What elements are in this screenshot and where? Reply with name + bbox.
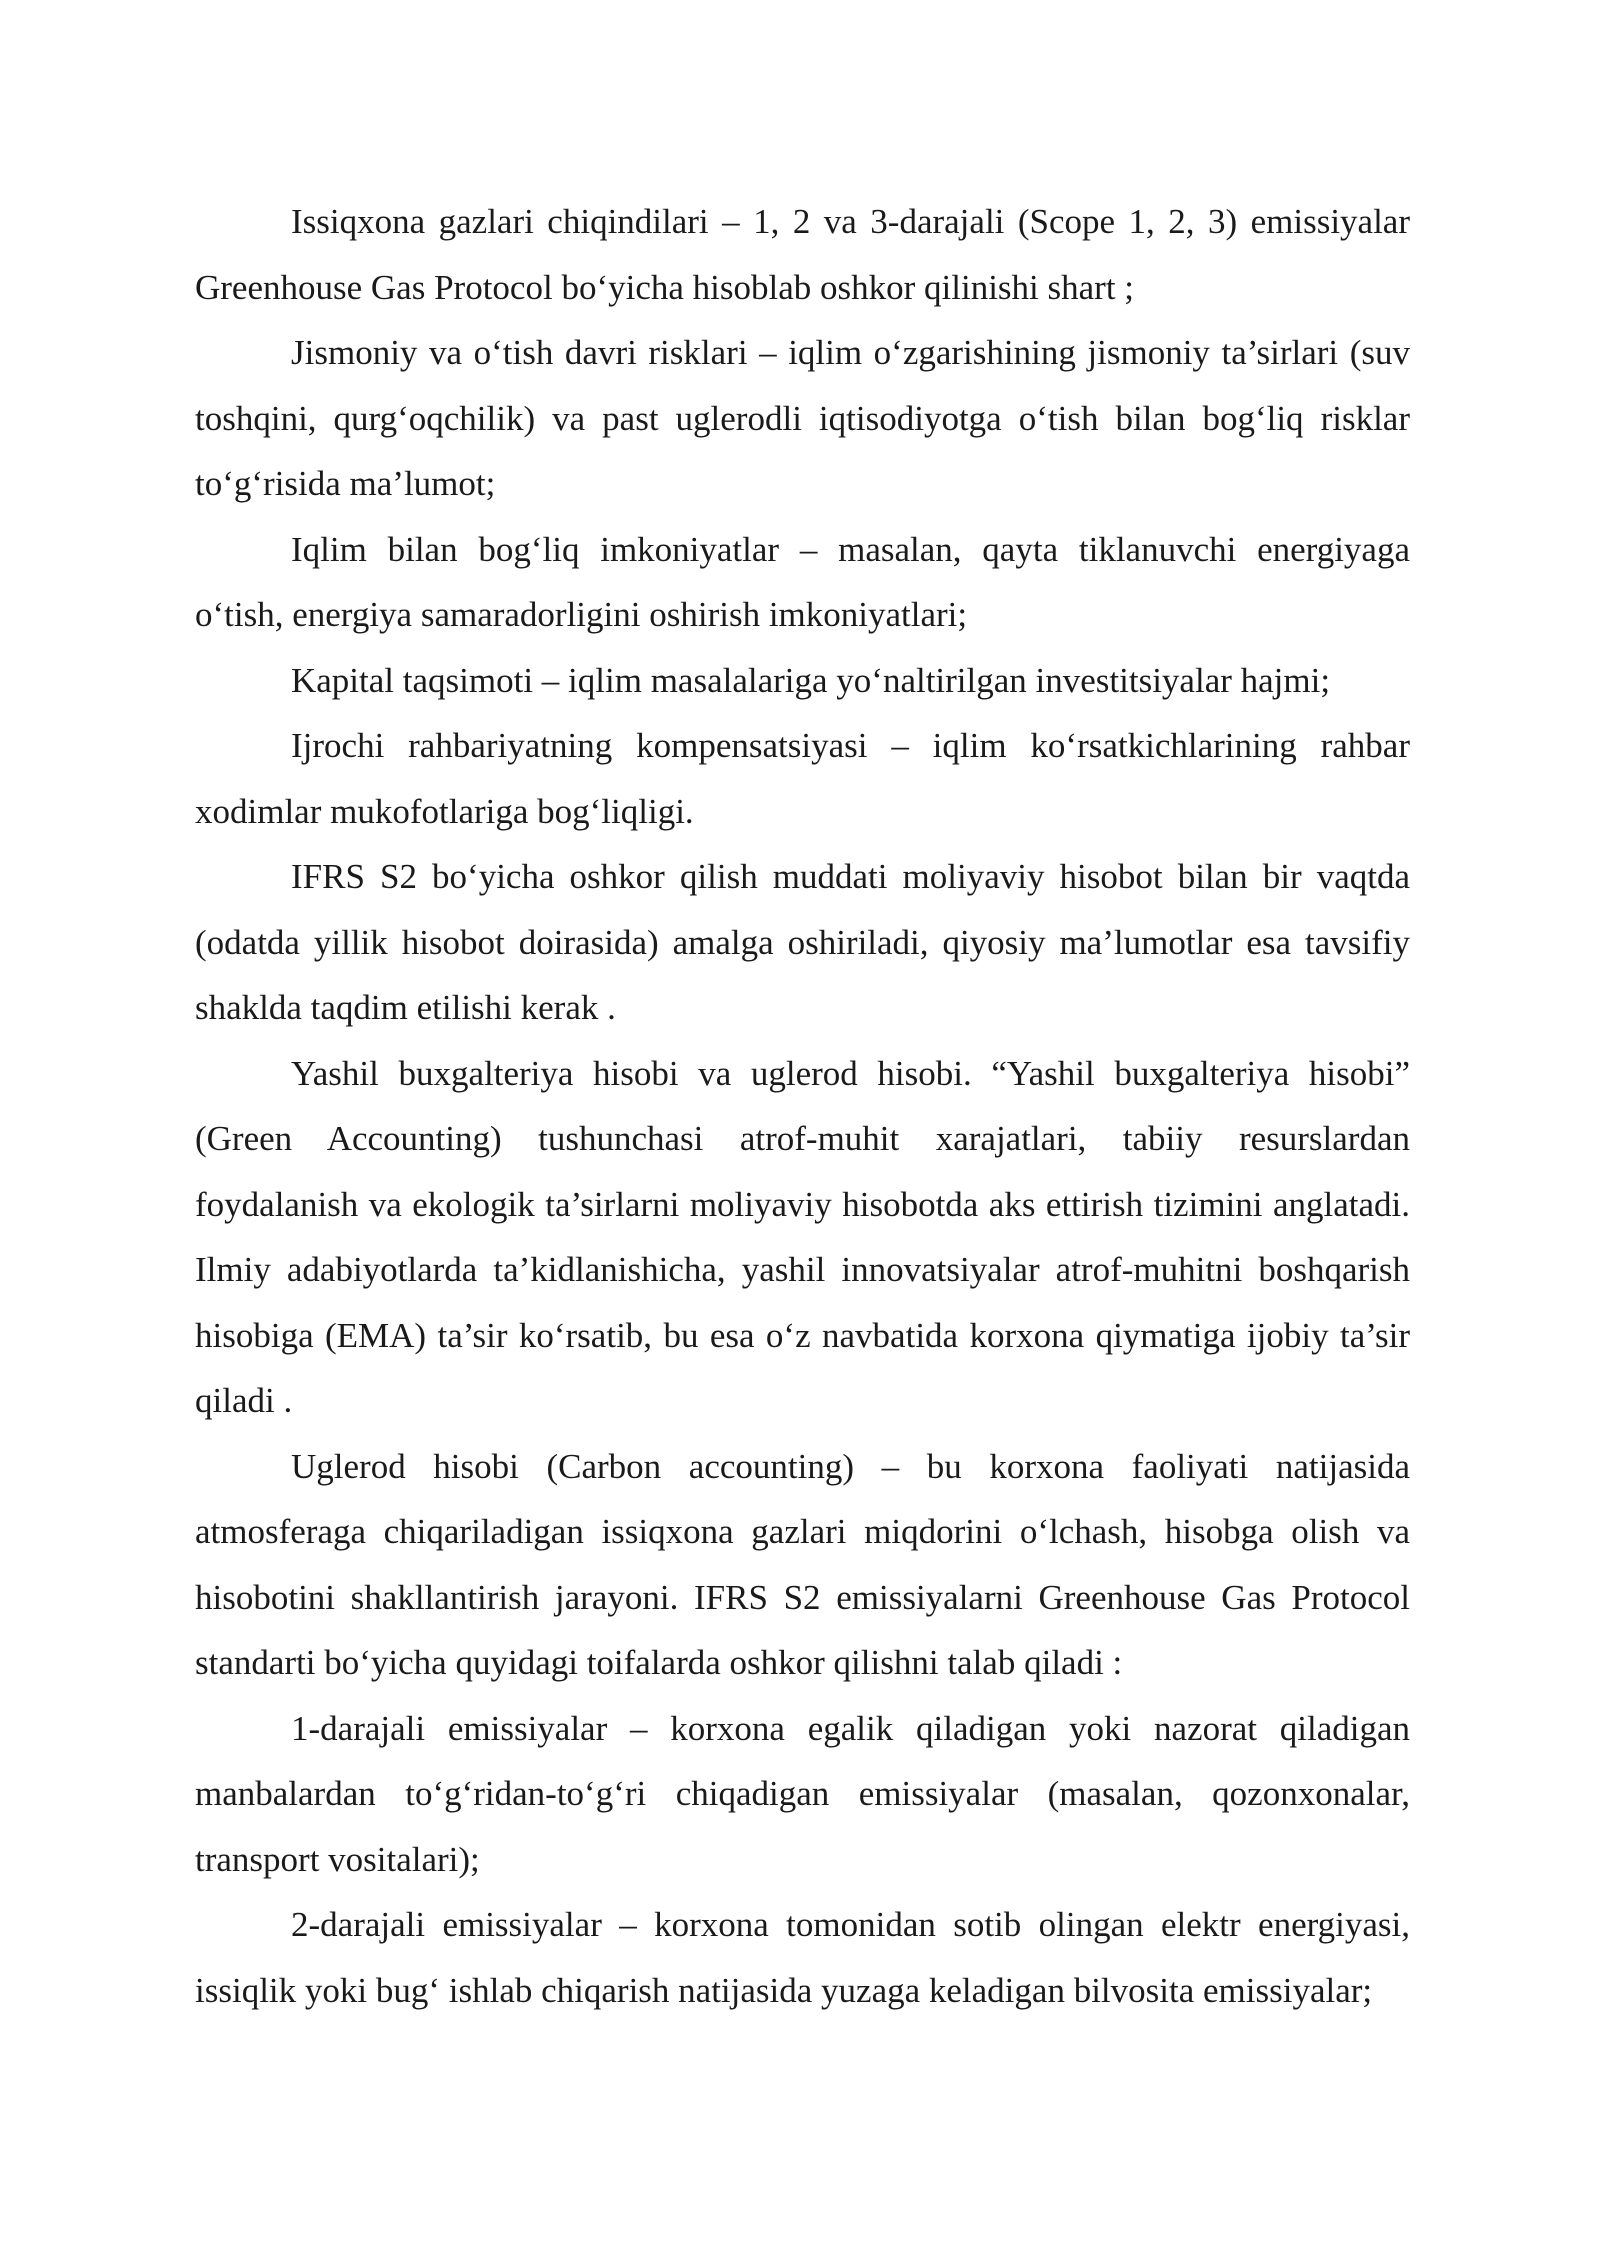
- paragraph-green-accounting: Yashil buxgalteriya hisobi va uglerod hisobi. “Yashil buxgalteriya hisobi” (Green Accounting) tushunchasi atrof-muhit xarajatlari, tabiiy resurslardan foydalanish va ekologik ta’sirlarni moliyaviy hisobotda aks ettirish tizimini anglatadi. Ilmiy adabiyotlarda ta’kidlanishicha, yashil innovatsiyalar atrof-muhitni boshqarish hisobiga (EMA) ta’sir ko‘rsatib, bu esa o‘z navbatida korxona qiymatiga ijobiy ta’sir qiladi .: [195, 1053, 1410, 1420]
- paragraph-carbon-accounting: Uglerod hisobi (Carbon accounting) – bu korxona faoliyati natijasida atmosferaga chiqariladigan issiqxona gazlari miqdorini o‘lchash, hisobga olish va hisobotini shakllantirish jarayoni. IFRS S2 emissiyalarni Greenhouse Gas Protocol standarti bo‘yicha quyidagi toifalarda oshkor qilishni talab qiladi :: [195, 1446, 1410, 1682]
- paragraph-disclosure-timing: IFRS S2 bo‘yicha oshkor qilish muddati moliyaviy hisobot bilan bir vaqtda (odatda yillik hisobot doirasida) amalga oshiriladi, qiyosiy ma’lumotlar esa tavsifiy shaklda taqdim etilishi kerak .: [195, 857, 1410, 1027]
- paragraph-capital-allocation: Kapital taqsimoti – iqlim masalalariga yo‘naltirilgan investitsiyalar hajmi;: [291, 660, 1331, 700]
- paragraph-scope-1: 1-darajali emissiyalar – korxona egalik qiladigan yoki nazorat qiladigan manbalardan to‘g‘ridan-to‘g‘ri chiqadigan emissiyalar (masalan, qozonxonalar, transport vositalari);: [195, 1708, 1410, 1879]
- paragraph-physical-risks: Jismoniy va o‘tish davri risklari – iqlim o‘zgarishining jismoniy ta’sirlari (suv toshqini, qurg‘oqchilik) va past uglerodli iqtisodiyotga o‘tish bilan bog‘liq risklar to‘g‘risida ma’lumot;: [195, 333, 1410, 503]
- paragraph-scope-emissions: Issiqxona gazlari chiqindilari – 1, 2 va 3-darajali (Scope 1, 2, 3) emissiyalar Greenhouse Gas Protocol bo‘yicha hisoblab oshkor qilinishi shart ;: [195, 202, 1410, 307]
- paragraph-scope-2: 2-darajali emissiyalar – korxona tomonidan sotib olingan elektr energiyasi, issiqlik yoki bug‘ ishlab chiqarish natijasida yuzaga keladigan bilvosita emissiyalar;: [195, 1905, 1410, 2010]
- document-body: [195, 189, 1410, 2023]
- paragraph-climate-opportunities: Iqlim bilan bog‘liq imkoniyatlar – masalan, qayta tiklanuvchi energiyaga o‘tish, energiya samaradorligini oshirish imkoniyatlari;: [195, 529, 1410, 634]
- paragraph-executive-compensation: Ijrochi rahbariyatning kompensatsiyasi – iqlim ko‘rsatkichlarining rahbar xodimlar mukofotlariga bog‘liqligi.: [195, 726, 1410, 831]
